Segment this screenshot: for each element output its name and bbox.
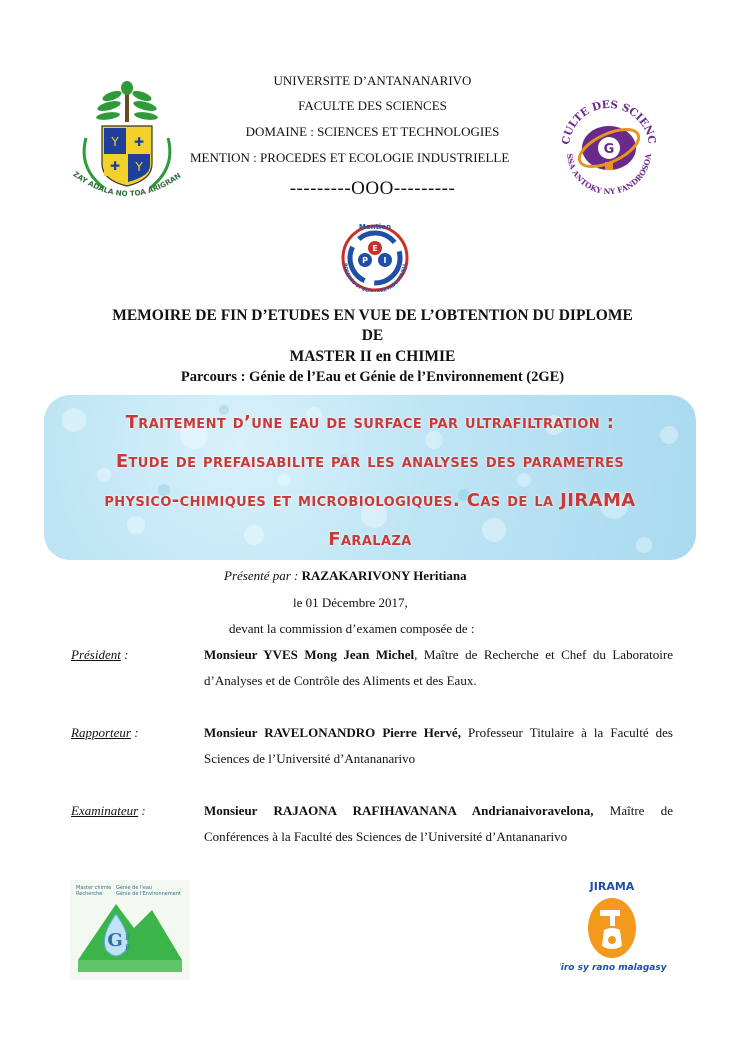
- svg-text:NASSA ANTOKY NY FANDROSOANA: SSA ANTOKY NY FANDROSOA: [564, 153, 654, 197]
- svg-text:Génie de l'Environnement: Génie de l'Environnement: [116, 891, 181, 897]
- svg-text:G: G: [107, 930, 123, 951]
- thesis-title-line: Etude de prefaisabilite par les analyses des parametres: [115, 451, 625, 472]
- header-separator: ---------OOO---------: [289, 178, 456, 199]
- thesis-title: [44, 403, 696, 559]
- mention-name: MENTION : PROCEDES ET ECOLOGIE INDUSTRIELLE: [190, 150, 510, 165]
- svg-text:JIRAMA: JIRAMA: [589, 880, 635, 893]
- thesis-title-line: Faralaza: [328, 529, 412, 550]
- jirama-logo: [560, 880, 670, 975]
- svg-text:Jiro sy rano malagasy: Jiro sy rano malagasy: [560, 963, 667, 973]
- domain-name: DOMAINE : SCIENCES ET TECHNOLOGIES: [245, 124, 500, 139]
- jury-role-president: Président :: [71, 647, 129, 662]
- svg-text:IZAY ADALA NO TOA ARIGRANY: ZAY ADALA NO TOA ARIGRAN: [71, 169, 183, 199]
- jury-member-rapporteur: [204, 720, 673, 772]
- jury-member-name: Monsieur YVES Mong Jean Michel: [204, 647, 415, 662]
- presented-by-label: Présenté par :: [224, 568, 302, 583]
- svg-text:FACULTE DES SCIENCES: CULTE DES SCIENC: [560, 98, 658, 146]
- svg-text:✚: ✚: [109, 159, 121, 173]
- jury-member-title: Maître de Conférences à la Faculté des Sciences de l’Université d’Antananarivo: [204, 803, 673, 844]
- jury-member-president: [204, 642, 673, 694]
- presenter-name: RAZAKARIVONY Heritiana: [301, 568, 467, 583]
- svg-text:E: E: [125, 944, 131, 952]
- thesis-title-box: [44, 395, 696, 560]
- faculty-name: FACULTE DES SCIENCES: [298, 98, 447, 113]
- svg-text:PROCEDES ET ECOLOGIE INDUSTRIE: ROCEDES ET EC IE INDUSTRIELL: [341, 262, 409, 292]
- university-name: UNIVERSITE D’ANTANANARIVO: [273, 73, 472, 88]
- thesis-title-line: physico-chimiques et microbiologiques. Cas de la JIRAMA: [104, 490, 636, 511]
- jury-role-examinateur: Examinateur :: [71, 803, 146, 818]
- defense-date: le 01 Décembre 2017,: [293, 595, 408, 610]
- university-logo: [64, 76, 192, 204]
- jury-role-rapporteur: Rapporteur :: [71, 725, 139, 740]
- jury-member-name: Monsieur RAVELONANDRO Pierre Hervé,: [204, 725, 461, 740]
- memoir-heading-de: DE: [361, 327, 384, 344]
- commission-intro: devant la commission d’examen composée de :: [229, 621, 475, 636]
- svg-text:Mention: Mention: [358, 223, 392, 231]
- jury-member-examinateur: [204, 798, 673, 850]
- svg-text:P: P: [362, 256, 368, 265]
- svg-text:I: I: [383, 256, 387, 265]
- svg-text:E: E: [372, 244, 378, 253]
- svg-text:G: G: [603, 142, 615, 157]
- memoir-heading: MEMOIRE DE FIN D’ETUDES EN VUE DE L’OBTENTION DU DIPLOME: [112, 307, 633, 324]
- svg-text:Y: Y: [111, 135, 119, 149]
- track-name: Parcours : Génie de l’Eau et Génie de l’Environnement (2GE): [180, 369, 565, 385]
- degree-name: MASTER II en CHIMIE: [289, 348, 456, 365]
- svg-text:E: E: [125, 934, 131, 942]
- svg-text:✚: ✚: [133, 135, 145, 149]
- mention-logo: [332, 218, 418, 292]
- jury-member-title: Professeur Titulaire à la Faculté des Sciences de l’Université d’Antananarivo: [204, 725, 673, 766]
- svg-text:Y: Y: [135, 160, 143, 174]
- svg-text:Master chimie: Master chimie: [76, 885, 112, 891]
- master-2ge-logo: [70, 880, 190, 980]
- thesis-title-line: Traitement d’une eau de surface par ultrafiltration :: [125, 412, 615, 433]
- svg-text:Recherche: Recherche: [76, 891, 103, 897]
- presented-by: [224, 568, 467, 584]
- jury-member-title: , Maître de Recherche et Chef du Laboratoire d’Analyses et de Contrôle des Aliments et des Eaux.: [204, 647, 673, 688]
- faculty-logo: [551, 86, 667, 206]
- svg-text:Génie de l'eau: Génie de l'eau: [116, 885, 153, 891]
- jury-member-name: Monsieur RAJAONA RAFIHAVANANA Andrianaivoravelona,: [204, 803, 594, 818]
